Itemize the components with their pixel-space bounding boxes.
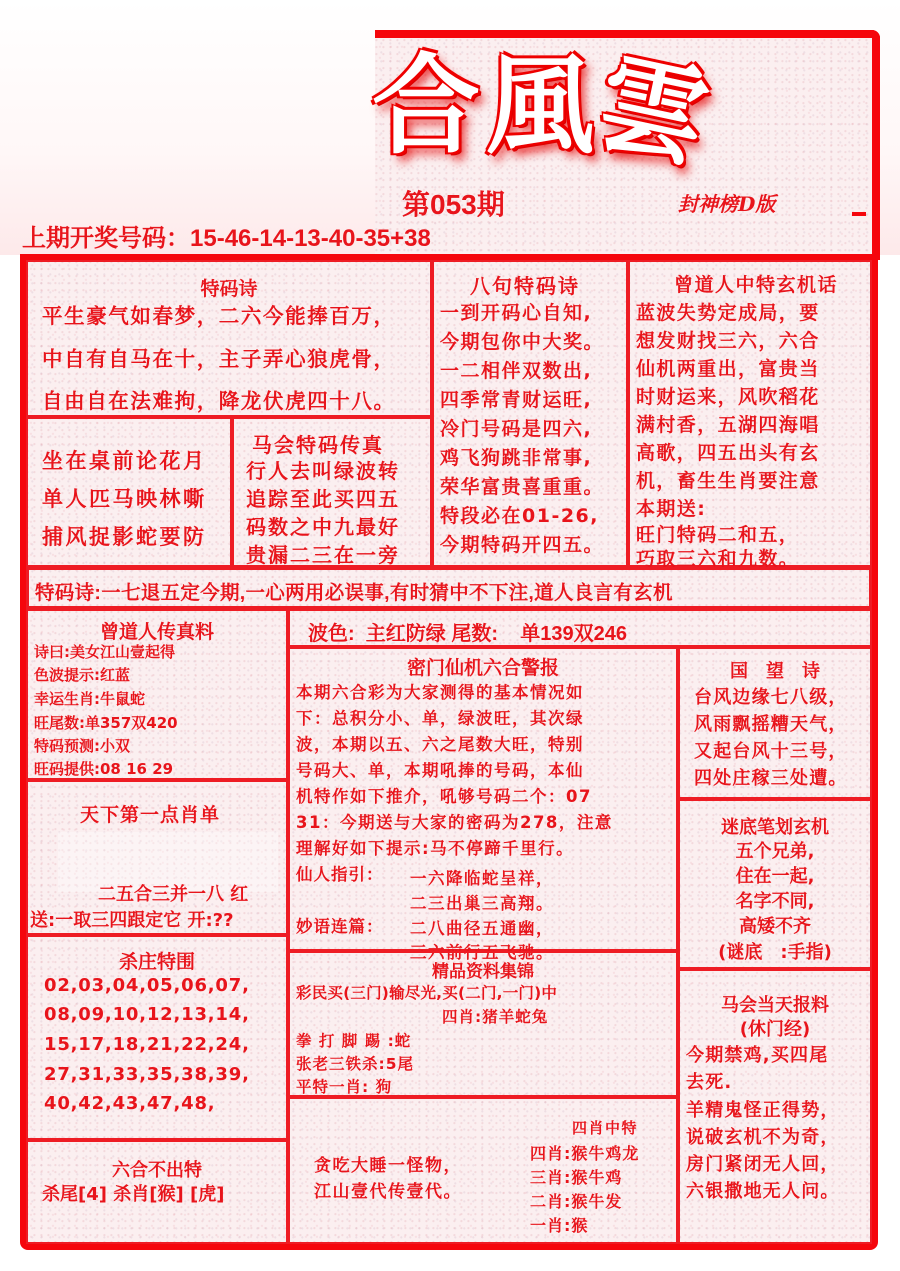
panel-title: 马会当天报料 bbox=[721, 995, 829, 1016]
fax-row bbox=[34, 641, 175, 662]
guide-label: 仙人指引： bbox=[296, 865, 384, 884]
riddle-line: 高矮不齐 bbox=[739, 916, 811, 937]
poem-line: 一二相伴双数出, bbox=[440, 360, 593, 382]
boutique-value: 蛇 bbox=[394, 1032, 412, 1050]
poem-line: 冷门号码是四六, bbox=[440, 418, 593, 440]
text-line: 羊精鬼怪正得势， bbox=[686, 1100, 840, 1121]
riddle-line: 名字不同, bbox=[735, 891, 815, 912]
text-line: 机，畜生生肖要注意 bbox=[636, 470, 820, 492]
poem-line: 中自有自马在十，主子弄心狼虎骨， bbox=[42, 347, 396, 371]
panel-title: 四肖中特 bbox=[572, 1119, 639, 1137]
logo-char: 風 bbox=[486, 43, 601, 169]
poem-line: 码数之中九最好 bbox=[246, 515, 400, 539]
fax-row bbox=[34, 735, 130, 756]
last-draw-label: 上期开奖号码： bbox=[22, 225, 190, 252]
panel-title: 天下第一点肖单 bbox=[80, 804, 221, 826]
riddle-line: 五个兄弟, bbox=[735, 841, 815, 862]
zodiac-row: 二肖:猴牛发 bbox=[530, 1192, 623, 1211]
panel-title: 曾道人中特玄机话 bbox=[674, 274, 839, 296]
poem-line: 又起台风十三号， bbox=[694, 741, 848, 762]
liuhe-no-panel bbox=[26, 1140, 288, 1244]
last-draw-numbers: 15-46-14-13-40-35+38 bbox=[190, 225, 431, 252]
fax-row bbox=[34, 712, 178, 733]
guide-line: 一六降临蛇呈祥， bbox=[410, 869, 554, 888]
wave-color-panel bbox=[288, 609, 872, 647]
tail-label: 尾数: bbox=[451, 623, 499, 645]
text-line: 31：今期送与大家的密码为278，注意 bbox=[296, 813, 613, 832]
poem-line: 贪吃大睡一怪物， bbox=[314, 1156, 462, 1176]
edition-label: 封神榜D版 bbox=[678, 192, 776, 216]
fax-value: 美女江山壹起得 bbox=[70, 643, 176, 661]
fax-row bbox=[34, 758, 173, 779]
boutique-panel bbox=[288, 951, 678, 1097]
text-line: 满村香，五湖四海唱 bbox=[636, 414, 820, 436]
poem-line: 平生豪气如春梦，二六今能捧百万， bbox=[42, 304, 396, 328]
number-line: 15,17,18,21,22,24, bbox=[44, 1034, 250, 1055]
mahui-fax-panel bbox=[232, 417, 432, 567]
logo-char: 雲 bbox=[586, 38, 725, 186]
poem-line: 今期包你中大奖。 bbox=[440, 331, 605, 353]
poem-line: 台风边缘七八级， bbox=[694, 687, 848, 708]
number-line: 27,31,33,35,38,39, bbox=[44, 1064, 250, 1085]
fax-value: 单357双420 bbox=[85, 714, 178, 732]
boutique-row bbox=[296, 1052, 414, 1074]
boutique-line: 彩民买(三门)输尽光,买(二门,一门)中 bbox=[296, 984, 558, 1002]
poem-line: 行人去叫绿波转 bbox=[246, 459, 400, 483]
poem-line: 坐在桌前论花月 bbox=[42, 449, 207, 473]
number-line: 08,09,10,12,13,14, bbox=[44, 1004, 250, 1025]
wave-color-row bbox=[308, 617, 627, 646]
monster-poem-panel bbox=[288, 1097, 678, 1244]
boutique-label: 平特一肖: bbox=[296, 1078, 370, 1096]
poem-line: 一到开码心自知, bbox=[440, 302, 593, 324]
fax-label: 色波提示: bbox=[34, 666, 100, 684]
wave-value: 主红防绿 bbox=[365, 623, 446, 645]
panel-title: 国 望 诗 bbox=[730, 661, 820, 682]
fax-label: 旺码提供: bbox=[34, 760, 100, 778]
issue-number: 第053期 bbox=[402, 189, 505, 220]
zeng-fax-panel bbox=[26, 609, 288, 780]
poem-line: 捕风捉影蛇要防 bbox=[42, 525, 207, 549]
zuo-poem-panel bbox=[26, 417, 232, 567]
riddle-answer: (谜底 :手指) bbox=[718, 942, 832, 963]
first-zodiac-panel bbox=[26, 780, 288, 935]
fax-row bbox=[34, 688, 145, 709]
kill-line: 杀尾[4] 杀肖[猴] [虎] bbox=[42, 1184, 225, 1205]
miao-line: 三六前行五飞驰。 bbox=[410, 943, 554, 962]
banner-poem: 特码诗:一七退五定今期,一心两用必误事,有时猜中不下注,道人良言有玄机 bbox=[35, 582, 673, 604]
divider bbox=[852, 212, 866, 216]
fax-label: 诗曰: bbox=[34, 643, 70, 661]
riddle-panel bbox=[678, 799, 872, 969]
main-board bbox=[20, 254, 878, 1250]
boutique-value: 狗 bbox=[369, 1078, 393, 1096]
poem-line: 追踪至此买四五 bbox=[246, 487, 400, 511]
fax-value: 08 16 29 bbox=[100, 760, 174, 778]
poem-line: 四处庄稼三处遭。 bbox=[694, 768, 848, 789]
guide-line: 二三出巢三高翔。 bbox=[410, 894, 554, 913]
panel-title: 杀庄特围 bbox=[118, 951, 195, 973]
mahui-daily-panel bbox=[678, 969, 872, 1244]
text-line: 巧取三六和九数。 bbox=[636, 548, 800, 570]
tema-poem-panel bbox=[26, 260, 432, 417]
panel-title: 马会特码传真 bbox=[252, 433, 384, 457]
fax-label: 幸运生肖: bbox=[34, 690, 100, 708]
last-draw-result bbox=[22, 218, 431, 253]
eight-line-poem-panel bbox=[432, 260, 628, 567]
poem-line: 单人匹马映林嘶 bbox=[42, 487, 207, 511]
riddle-line: 住在一起, bbox=[735, 866, 815, 887]
boutique-value: 5尾 bbox=[385, 1055, 414, 1073]
boutique-row bbox=[296, 1029, 411, 1051]
text-line: 去死. bbox=[686, 1072, 733, 1093]
panel-subtitle: (休门经) bbox=[739, 1019, 811, 1040]
text-line: 蓝波失势定成局，要 bbox=[636, 302, 820, 324]
poem-line: 贵漏二三在一旁 bbox=[246, 543, 400, 567]
boutique-label: 张老三铁杀: bbox=[296, 1055, 386, 1073]
fax-label: 特码预测: bbox=[34, 737, 100, 755]
text-line: 六银撒地无人问。 bbox=[686, 1181, 840, 1202]
fax-value: 红蓝 bbox=[100, 666, 131, 684]
text-line: 本期送: bbox=[636, 498, 707, 520]
zodiac-line: 送:一取三四跟定它 开:?? bbox=[30, 910, 234, 931]
panel-title: 密门仙机六合警报 bbox=[406, 657, 559, 679]
panel-title: 曾道人传真料 bbox=[99, 621, 214, 643]
zeng-mystery-panel bbox=[628, 260, 872, 570]
fax-value: 牛鼠蛇 bbox=[100, 690, 146, 708]
miao-label: 妙语连篇： bbox=[296, 917, 384, 936]
text-line: 今期禁鸡,买四尾 bbox=[686, 1045, 829, 1066]
boutique-row bbox=[296, 1075, 392, 1097]
text-line: 旺门特码二和五， bbox=[636, 524, 800, 546]
text-line: 房门紧闭无人回， bbox=[686, 1154, 840, 1175]
text-line: 下：总积分小、单，绿波旺，其次绿 bbox=[296, 709, 584, 728]
tail-value: 单139双246 bbox=[520, 623, 628, 645]
panel-title: 八句特码诗 bbox=[470, 274, 580, 298]
logo-char: 合 bbox=[372, 43, 487, 169]
text-line: 高歌，四五出头有玄 bbox=[636, 442, 820, 464]
text-line: 理解好如下提示:马不停蹄千里行。 bbox=[296, 839, 575, 858]
text-line: 说破玄机不为奇， bbox=[686, 1127, 840, 1148]
text-line: 机特作如下推介，吼够号码二个：07 bbox=[296, 787, 592, 806]
kill-banker-panel bbox=[26, 935, 288, 1140]
text-line: 仙机两重出，富贵当 bbox=[636, 358, 820, 380]
banner-poem-panel bbox=[26, 567, 872, 609]
number-line: 40,42,43,47,48, bbox=[44, 1093, 216, 1114]
poem-line: 四季常青财运旺, bbox=[440, 389, 593, 411]
zodiac-row: 一肖:猴 bbox=[530, 1216, 589, 1235]
panel-title: 六合不出特 bbox=[112, 1160, 202, 1181]
poem-line: 自由自在法难拘，降龙伏虎四十八。 bbox=[42, 389, 396, 413]
miao-line: 二八曲径五通幽， bbox=[410, 919, 554, 938]
poem-line: 风雨飘摇糟天气， bbox=[694, 714, 848, 735]
text-line: 本期六合彩为大家测得的基本情况如 bbox=[296, 683, 584, 702]
poem-line: 今期特码开四五。 bbox=[440, 534, 605, 556]
boutique-line: 四肖:猪羊蛇兔 bbox=[442, 1008, 549, 1026]
text-line: 时财运来，风吹稻花 bbox=[636, 386, 820, 408]
text-line: 想发财找三六，六合 bbox=[636, 330, 820, 352]
guowang-poem-panel bbox=[678, 647, 872, 799]
fax-row bbox=[34, 664, 130, 685]
poem-line: 江山壹代传壹代。 bbox=[314, 1182, 462, 1202]
fax-value: 小双 bbox=[100, 737, 131, 755]
zodiac-row: 三肖:猴牛鸡 bbox=[530, 1168, 623, 1187]
wave-label: 波色: bbox=[308, 623, 355, 645]
zodiac-row: 四肖:猴牛鸡龙 bbox=[530, 1144, 640, 1163]
number-line: 02,03,04,05,06,07, bbox=[44, 975, 250, 996]
fax-label: 旺尾数: bbox=[34, 714, 85, 732]
zodiac-line: 二五合三并一八 红 bbox=[98, 884, 249, 905]
panel-title: 迷底笔划玄机 bbox=[721, 817, 829, 838]
panel-title: 精品资料集锦 bbox=[432, 962, 534, 982]
boutique-label: 拳 打 脚 踢 : bbox=[296, 1032, 395, 1050]
text-line: 号码大、单，本期吼捧的号码，本仙 bbox=[296, 761, 584, 780]
poem-line: 特段必在01-26, bbox=[440, 505, 599, 527]
poem-line: 荣华富贵喜重重。 bbox=[440, 476, 605, 498]
poem-line: 鸡飞狗跳非常事, bbox=[440, 447, 593, 469]
text-line: 波，本期以五、六之尾数大旺，特别 bbox=[296, 735, 584, 754]
logo-title bbox=[372, 36, 832, 186]
secret-alert-panel bbox=[288, 647, 678, 962]
panel-title: 特码诗 bbox=[200, 278, 258, 300]
